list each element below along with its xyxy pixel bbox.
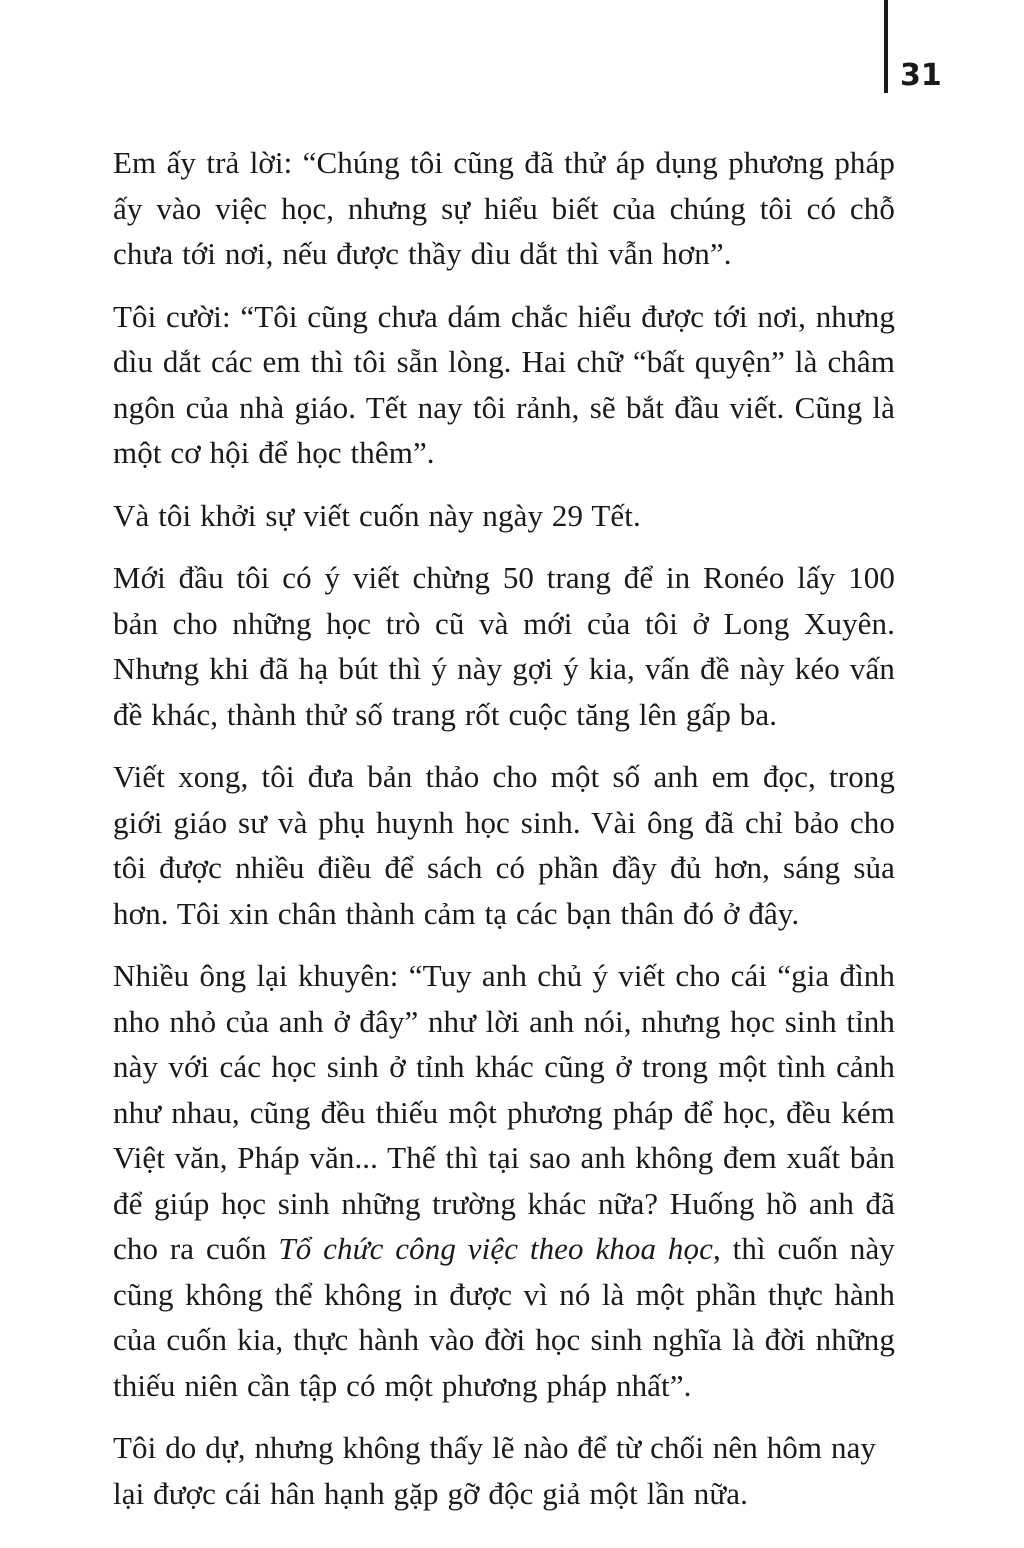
paragraph — [113, 140, 895, 277]
paragraph-text-before-title: Nhiều ông lại khuyên: “Tuy anh chủ ý viết cho cái “gia đình nho nhỏ của anh ở đây” như lời anh nói, nhưng học sinh tỉnh này với các học sinh ở tỉnh khác cũng ở trong một tình cảnh như nhau, cũng đều thiếu một phương pháp để học, đều kém Việt văn, Pháp văn... Thế thì tại sao anh không đem xuất bản để giúp học sinh những trường khác nữa? Huống hồ anh đã cho ra cuốn — [113, 958, 895, 1266]
paragraph — [113, 1425, 895, 1516]
paragraph-text: Tôi do dự, nhưng không thấy lẽ nào để từ chối nên hôm nay lại được cái hân hạnh gặp gỡ độc giả một lần nữa. — [113, 1430, 877, 1511]
paragraph-text: Em ấy trả lời: “Chúng tôi cũng đã thử áp dụng phương pháp ấy vào việc học, nhưng sự hiểu biết của chúng tôi có chỗ chưa tới nơi, nếu được thầy dìu dắt thì vẫn hơn”. — [113, 145, 895, 271]
body-text — [113, 140, 895, 1533]
paragraph-text: Mới đầu tôi có ý viết chừng 50 trang để in Ronéo lấy 100 bản cho những học trò cũ và mới của tôi ở Long Xuyên. Nhưng khi đã hạ bút thì ý này gợi ý kia, vấn đề này kéo vấn đề khác, thành thử số trang rốt cuộc tăng lên gấp ba. — [113, 560, 895, 732]
paragraph-text-after-title: , thì cuốn này cũng không thể không in được vì nó là một phần thực hành của cuốn kia, thực hành vào đời học sinh nghĩa là đời những thiếu niên cần tập có một phương pháp nhất”. — [113, 1231, 895, 1403]
paragraph — [113, 493, 895, 539]
paragraph — [113, 555, 895, 737]
paragraph — [113, 754, 895, 936]
paragraph-text: Viết xong, tôi đưa bản thảo cho một số anh em đọc, trong giới giáo sư và phụ huynh học sinh. Vài ông đã chỉ bảo cho tôi được nhiều điều để sách có phần đầy đủ hơn, sáng sủa hơn. Tôi xin chân thành cảm tạ các bạn thân đó ở đây. — [113, 759, 895, 931]
header-rule — [884, 0, 888, 93]
paragraph — [113, 294, 895, 476]
paragraph-text: Tôi cười: “Tôi cũng chưa dám chắc hiểu được tới nơi, nhưng dìu dắt các em thì tôi sẵn lòng. Hai chữ “bất quyện” là châm ngôn của nhà giáo. Tết nay tôi rảnh, sẽ bắt đầu viết. Cũng là một cơ hội để học thêm”. — [113, 298, 895, 470]
paragraph-text: Và tôi khởi sự viết cuốn này ngày 29 Tết. — [113, 497, 641, 533]
book-title: Tổ chức công việc theo khoa học — [278, 1231, 713, 1266]
page-number: 31 — [900, 58, 942, 93]
paragraph — [113, 953, 895, 1408]
